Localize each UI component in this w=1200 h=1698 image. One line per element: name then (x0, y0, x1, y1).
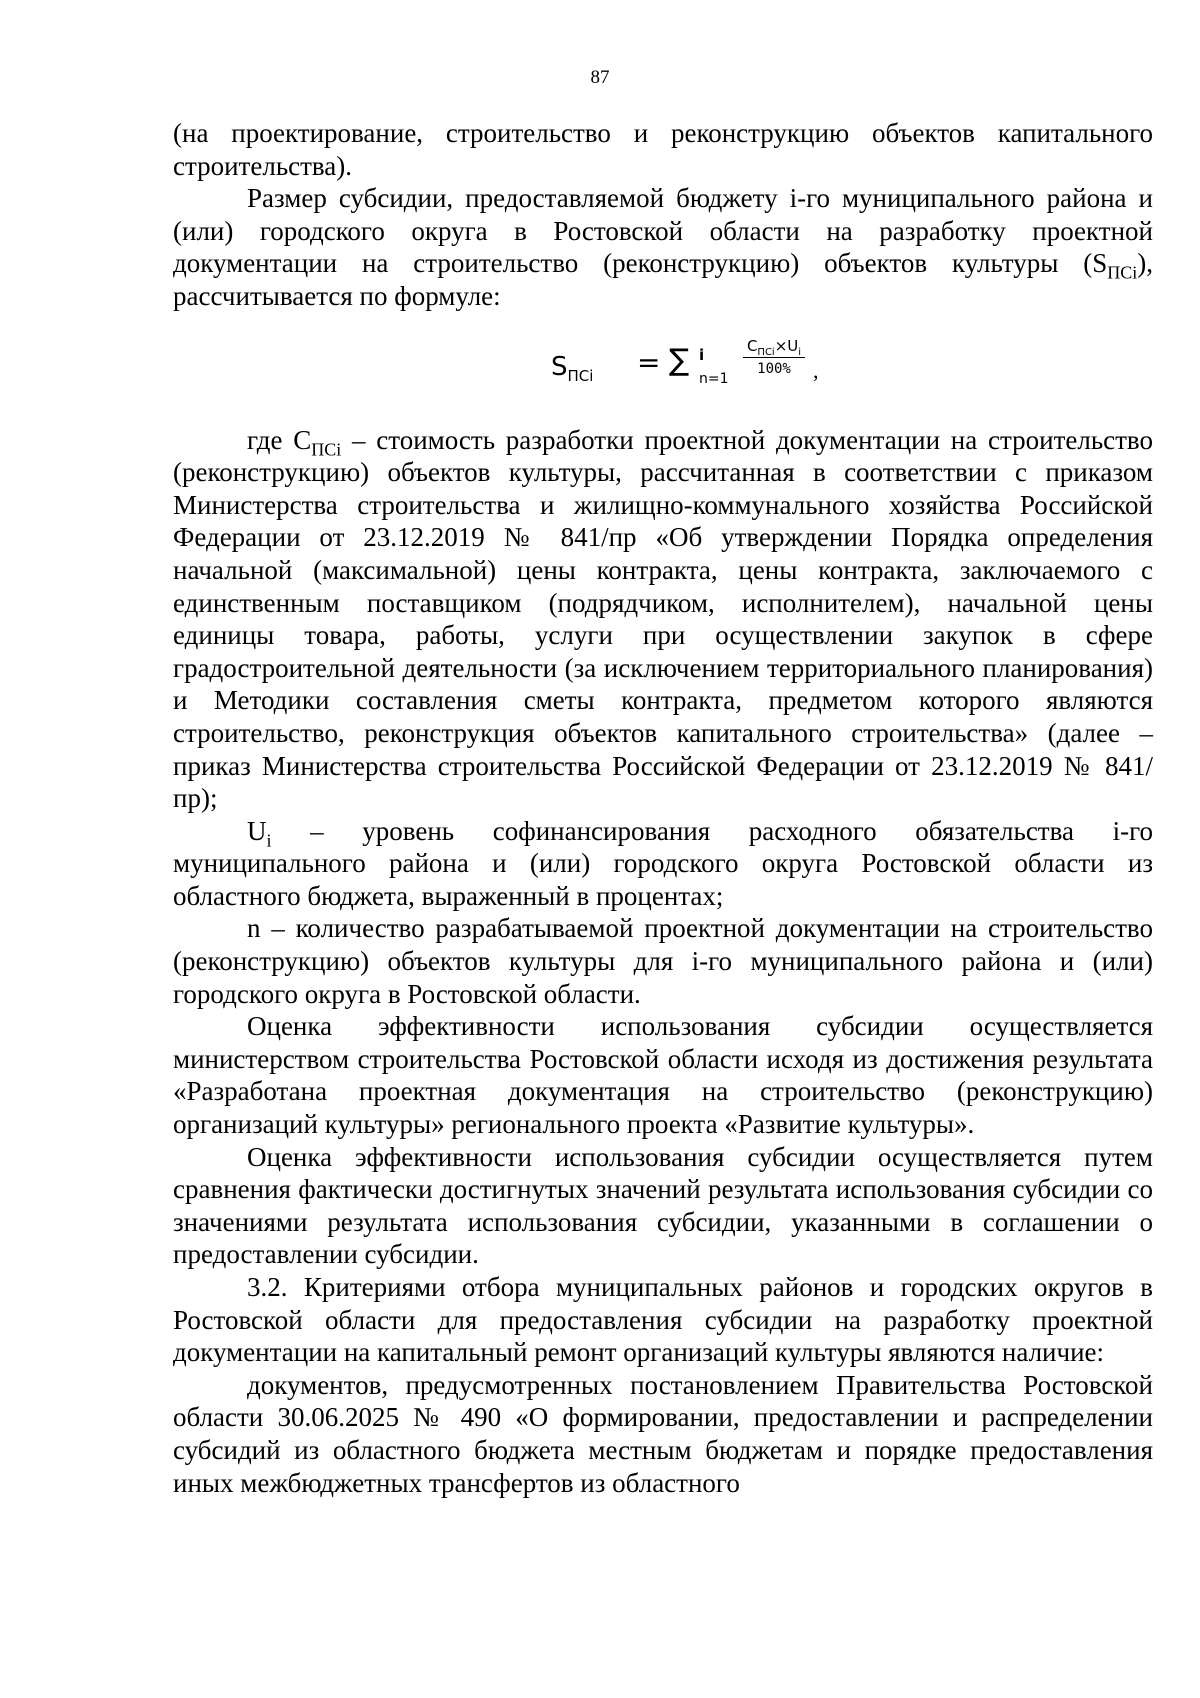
formula-lhs: $S_{ПСi}$ (551, 351, 594, 385)
subscript: ПСi (1107, 262, 1138, 283)
paragraph-documents: документов, предусмотренных постановлением Правительства Ростовской области 30.06.2025 № 490 «О формировании, предоставлении и распределении субсидий из областного бюджета местным бюджетам и порядке предоставления иных межбюджетных трансфертов из областного (173, 1369, 1153, 1498)
page-number: 87 (590, 67, 610, 88)
formula-fraction (743, 337, 805, 380)
document-body (173, 117, 1153, 1499)
paragraph-cofinancing-definition: $U_i$ – уровень софинансирования расходного обязательства i-го муниципального района и (или) городского округа Ростовской области из областного бюджета, выраженный в процентах; (173, 815, 1153, 911)
fraction-numerator: $C_{ПСi}\times U_i$ (743, 337, 805, 358)
paragraph-text: ), рассчитывается по формуле: (173, 248, 1153, 311)
sum-upper-limit: i (699, 345, 705, 364)
fraction-denominator: 100% (757, 360, 791, 377)
paragraph-continuation: (на проектирование, строительство и реконструкцию объектов капитального строительства). (173, 118, 1153, 181)
sum-symbol: ∑ (669, 342, 690, 378)
formula-equals: = (637, 345, 661, 379)
paragraph-efficiency-comparison: Оценка эффективности использования субсидии осуществляется путем сравнения фактически достигнутых значений результата использования субсидии со значениями результата использования субсидии, указанными в соглашении о предоставлении субсидии. (173, 1141, 1153, 1270)
paragraph-quantity-definition: n – количество разрабатываемой проектной документации на строительство (реконструкцию) объектов культуры для i-го муниципального района и (или) городского округа в Ростовской области. (173, 913, 1153, 1009)
paragraph-cost-definition: где $C_{ПСi}$ – стоимость разработки проектной документации на строительство (реконструкцию) объектов культуры, рассчитанная в соответствии с приказом Министерства строительства и жилищно-коммунального хозяйства Российской Федерации от 23.12.2019 № 841/пр «Об утверждении Порядка определения начальной (максимальной) цены контракта, цены контракта, заключаемого с единственным поставщиком (подрядчиком, исполнителем), начальной цены единицы товара, работы, услуги при осуществлении закупок в сфере градостроительной деятельности (за исключением территориального планирования) и Методики составления сметы контракта, предметом которого являются строительство, реконструкция объектов капитального строительства» (далее – приказ Министерства строительства Российской Федерации от 23.12.2019 № 841/пр); (173, 424, 1153, 814)
sum-lower-limit: n=1 (699, 370, 729, 387)
paragraph-text: Размер субсидии, предоставляемой бюджету i-го муниципального района и (или) городского округа в Ростовской области на разработку проектной документации на строительство (реконструкцию) объектов культуры (S (173, 183, 1153, 279)
paragraph-selection-criteria: 3.2. Критериями отбора муниципальных районов и городских округов в Ростовской области для предоставления субсидии на разработку проектной документации на капитальный ремонт организаций культуры являются наличие: (173, 1272, 1153, 1368)
formula-comma: , (813, 357, 819, 383)
formula (173, 313, 1153, 424)
paragraph-efficiency-assessment: Оценка эффективности использования субсидии осуществляется министерством строительства Ростовской области исходя из достижения результата «Разработана проектная документация на строительство (реконструкцию) организаций культуры» регионального проекта «Развитие культуры». (173, 1011, 1153, 1140)
paragraph-subsidy-size (173, 182, 1153, 312)
